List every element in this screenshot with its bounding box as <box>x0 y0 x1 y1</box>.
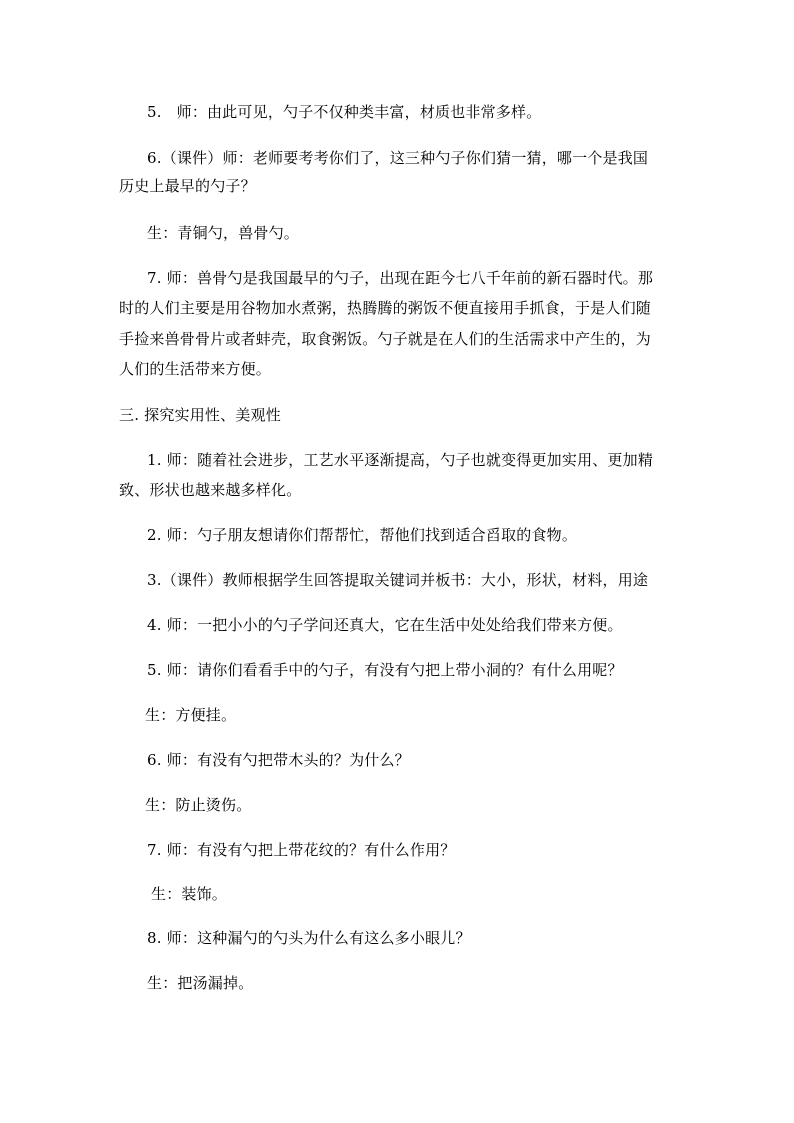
paragraph-line: 8. 师：这种漏勺的勺头为什么有这么多小眼儿？ <box>147 929 471 947</box>
paragraph-line: 7. 师：有没有勺把上带花纹的？有什么作用？ <box>147 841 456 859</box>
student-answer: 生：把汤漏掉。 <box>147 974 254 992</box>
paragraph-line: 7. 师：兽骨勺是我国最早的勺子，出现在距今七八千年前的新石器时代。那 <box>147 269 654 287</box>
student-answer: 生：防止烫伤。 <box>145 796 252 814</box>
paragraph-line: 6. 师：有没有勺把带木头的？为什么？ <box>147 751 410 769</box>
paragraph-line: 2. 师：勺子朋友想请你们帮帮忙，帮他们找到适合舀取的食物。 <box>147 526 578 544</box>
paragraph-line: 时的人们主要是用谷物加水煮粥，热腾腾的粥饭不便直接用手抓食，于是人们随 <box>119 299 652 317</box>
section-heading: 三. 探究实用性、美观性 <box>119 406 281 424</box>
paragraph-line: 历史上最早的勺子？ <box>119 177 256 195</box>
student-answer: 生：方便挂。 <box>145 706 237 724</box>
student-answer: 生：装饰。 <box>151 885 228 903</box>
paragraph-line: 3.（课件）教师根据学生回答提取关键词并板书：大小，形状，材料，用途 <box>147 571 649 589</box>
paragraph-line: 手捡来兽骨骨片或者蚌壳，取食粥饭。勺子就是在人们的生活需求中产生的，为 <box>119 330 652 348</box>
paragraph-line: 5. 师：请你们看看手中的勺子，有没有勺把上带小洞的？有什么用呢？ <box>147 661 623 679</box>
paragraph-line: 致、形状也越来越多样化。 <box>119 481 302 499</box>
paragraph-line: 1. 师：随着社会进步，工艺水平逐渐提高，勺子也就变得更加实用、更加精 <box>147 451 654 469</box>
student-answer: 生：青铜勺，兽骨勺。 <box>147 224 300 242</box>
paragraph-line: 6.（课件）师：老师要考考你们了，这三种勺子你们猜一猜，哪一个是我国 <box>147 149 649 167</box>
paragraph-line: 4. 师：一把小小的勺子学问还真大，它在生活中处处给我们带来方便。 <box>147 616 623 634</box>
paragraph-line: 5. 师：由此可见，勺子不仅种类丰富，材质也非常多样。 <box>147 103 542 121</box>
paragraph-line: 人们的生活带来方便。 <box>119 360 272 378</box>
